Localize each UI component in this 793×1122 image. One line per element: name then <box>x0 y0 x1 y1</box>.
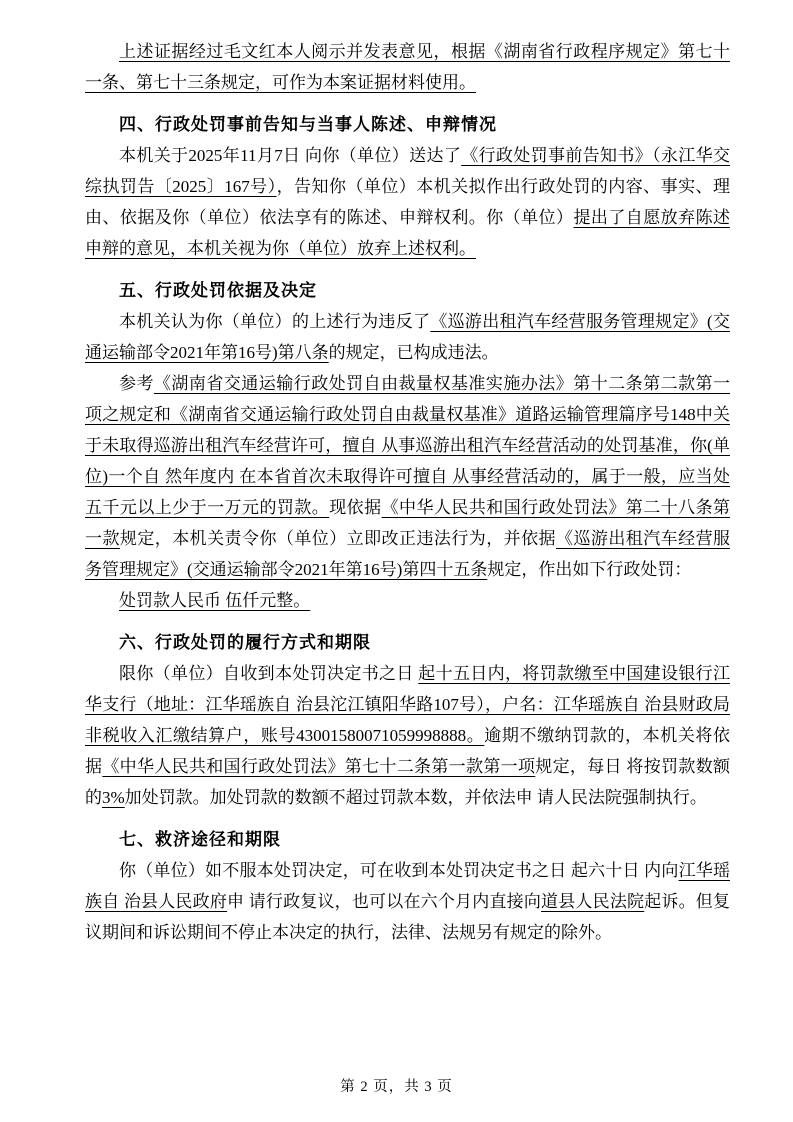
text-segment: 申 请行政复议，也可以在六个月内直接向 <box>227 892 542 911</box>
prior-notice-citation: 《行政处罚事前告知书》（永江华交综执罚告〔2025〕167号） <box>85 146 731 196</box>
daily-surcharge-rate: 3% <box>102 788 125 807</box>
review-authority-name: 江华瑶族自 治县人民政府 <box>85 861 731 911</box>
waiver-statement: 提出了自愿放弃陈述申辩的意见，本机关视为你（单位）放弃上述权利。 <box>85 208 731 258</box>
section-5-paragraph-1 <box>85 306 730 368</box>
text-segment: 规定，作出如下行政处罚： <box>487 560 692 579</box>
text-segment: 现依据 <box>329 498 382 517</box>
text-segment: 起诉。但复议期间和诉讼期间不停止本决定的执行，法律、法规另有规定的除外。 <box>85 892 731 942</box>
evidence-usage-text: 上述证据经过毛文红本人阅示并发表意见，根据《湖南省行政程序规定》第七十一条、第七十三条规定，可作为本案证据材料使用。 <box>85 42 730 92</box>
violated-regulation-citation: 《巡游出租汽车经营服务管理规定》(交通运输部令2021年第16号)第八条 <box>85 312 730 362</box>
section-6-heading: 六、行政处罚的履行方式和期限 <box>119 633 371 652</box>
section-5-paragraph-2 <box>85 368 730 585</box>
text-segment: 规定，每日 将按罚款数额的 <box>85 757 731 807</box>
payment-bank-details: 起十五日内，将罚款缴至中国建设银行江华支行（地址：江华瑶族自 治县沱江镇阳华路107号），户名：江华瑶族自 治县财政局非税收入汇缴结算户，账号43001580071059998888。 <box>85 664 731 745</box>
evidence-usage-statement <box>85 36 730 98</box>
text-segment: 你（单位）如不服本处罚决定，可在收到本处罚决定书之日 起六十日 内向 <box>119 861 679 880</box>
text-segment: 参考 <box>119 374 154 393</box>
text-segment: 本机关认为你（单位）的上述行为违反了 <box>119 312 431 331</box>
text-segment: 的规定，已构成违法。 <box>328 343 499 362</box>
penalty-decision-line <box>85 585 730 616</box>
text-segment: 加处罚款。加处罚款的数额不超过罚款本数，并依法申 请人民法院强制执行。 <box>124 788 707 807</box>
section-7-heading: 七、救济途径和期限 <box>119 830 281 849</box>
penalty-law-citation: 《中华人民共和国行政处罚法》第二十八条第一款 <box>85 498 731 548</box>
taxi-regulation-citation: 《巡游出租汽车经营服务管理规定》(交通运输部令2021年第16号)第四十五条 <box>85 529 731 579</box>
text-segment: 逾期不缴纳罚款的，本机关将依据 <box>85 726 730 776</box>
section-5-heading: 五、行政处罚依据及决定 <box>119 281 317 300</box>
section-4-heading: 四、行政处罚事前告知与当事人陈述、申辩情况 <box>119 115 497 134</box>
document-body <box>85 36 730 948</box>
text-segment: 本机关于2025年11月7日 向你（单位）送达了 <box>119 146 462 165</box>
text-segment: 限你（单位）自收到本处罚决定书之日 <box>119 664 419 683</box>
discretion-benchmark-citation: 《湖南省交通运输行政处罚自由裁量权基准实施办法》第十二条第二款第一项之规定和《湖南省交通运输行政处罚自由裁量权基准》道路运输管理篇序号148中关于未取得巡游出租汽车经营许可，擅自 从事巡游出租汽车经营活动的处罚基准，你(单位)一个自 然年度内 在本省首次未取得许可擅自 从事经营活动的，属于一般，应当处五千元以上少于一万元的罚款。 <box>85 374 731 517</box>
section-7-paragraph <box>85 855 730 948</box>
late-payment-law-citation: 《中华人民共和国行政处罚法》第七十二条第一款第一项 <box>102 757 536 776</box>
text-segment: ，告知你（单位）本机关拟作出行政处罚的内容、事实、理由、依据及你（单位）依法享有的陈述、申辩权利。你（单位） <box>85 177 731 227</box>
page-number-footer: 第 2 页，共 3 页 <box>340 1079 453 1095</box>
section-4-paragraph <box>85 140 730 264</box>
penalty-amount-text: 处罚款人民币 伍仟元整。 <box>119 591 311 610</box>
section-6-paragraph <box>85 658 730 813</box>
text-segment: 规定，本机关责令你（单位）立即改正违法行为，并依据 <box>119 529 557 548</box>
court-name: 道县人民法院 <box>541 892 645 911</box>
